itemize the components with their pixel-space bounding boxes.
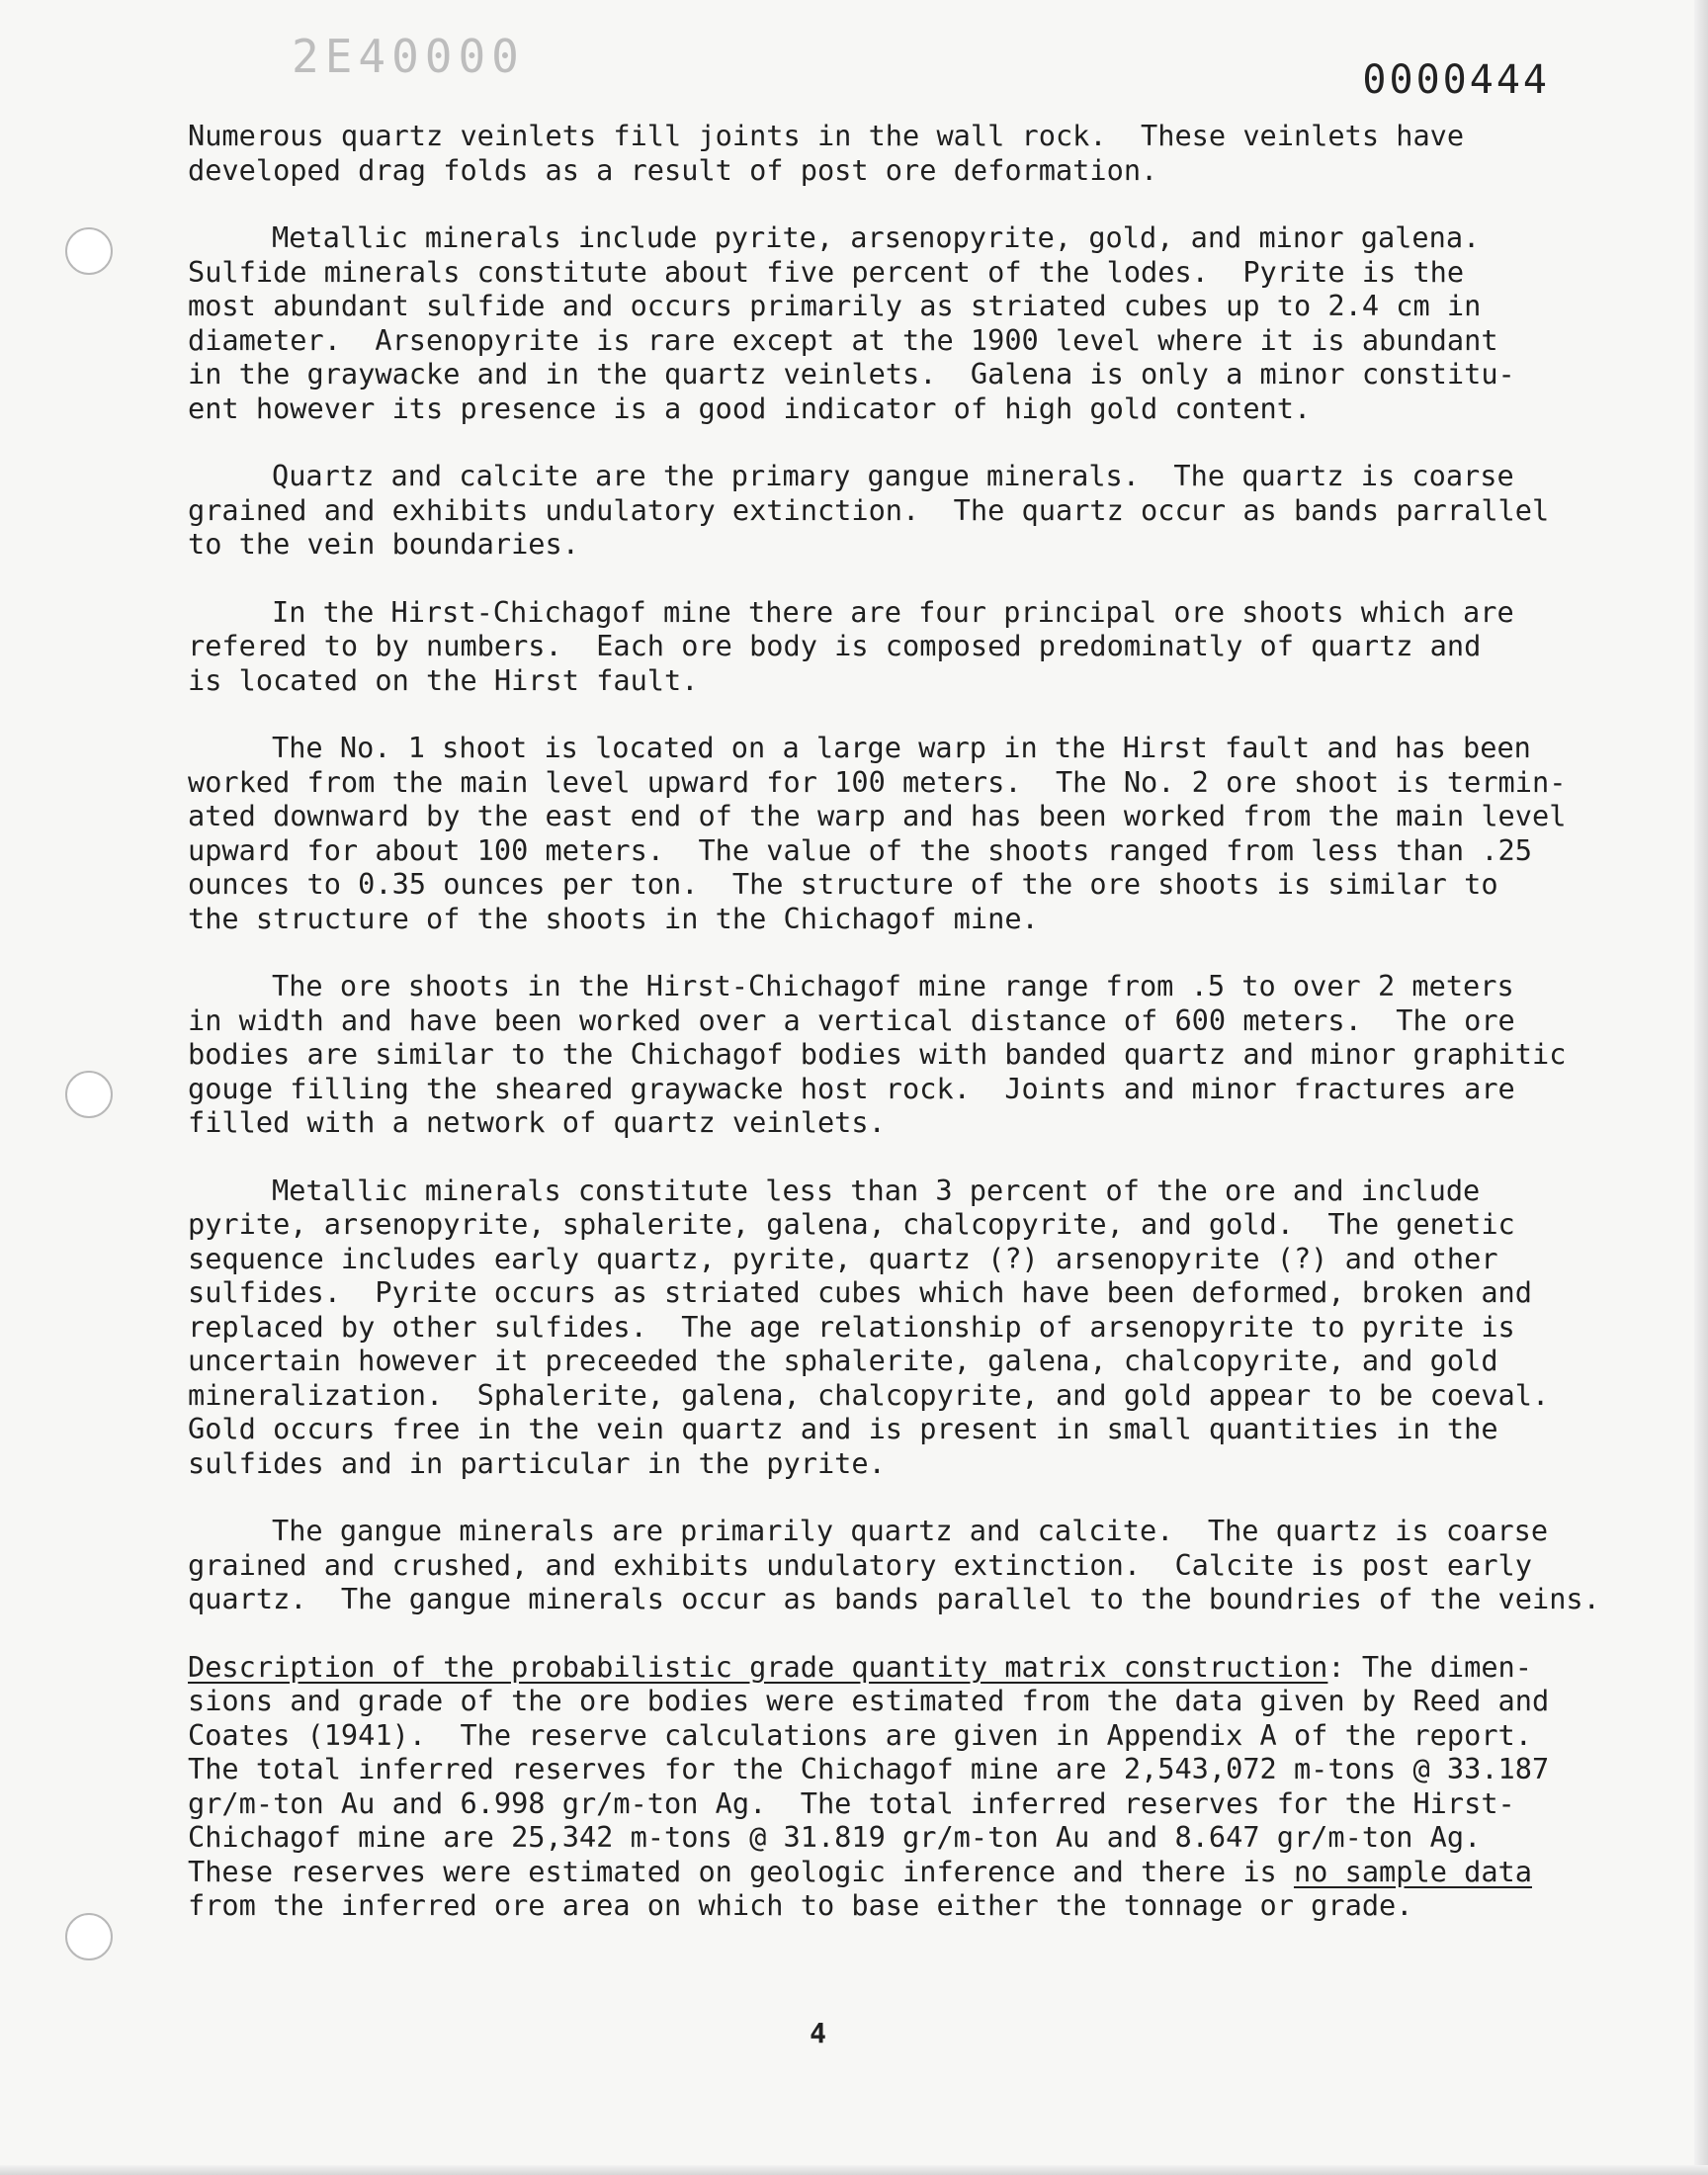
text-line: replaced by other sulfides. The age relationship of arsenopyrite to pyrite is xyxy=(188,1309,1515,1344)
text-line: The gangue minerals are primarily quartz and calcite. The quartz is coarse xyxy=(272,1514,1549,1547)
faint-stamp-number: 2E40000 xyxy=(292,30,525,83)
text-line: diameter. Arsenopyrite is rare except at the 1900 level where it is abundant xyxy=(188,322,1498,357)
text-line: in width and have been worked over a vertical distance of 600 meters. The ore xyxy=(188,1002,1515,1037)
page-bottom-shadow xyxy=(0,2165,1708,2175)
text-line: developed drag folds as a result of post ore deformation. xyxy=(188,152,1158,187)
text-line: most abundant sulfide and occurs primarily as striated cubes up to 2.4 cm in xyxy=(188,289,1482,322)
text-line: ounces to 0.35 ounces per ton. The structure of the ore shoots is similar to xyxy=(188,867,1498,901)
text-line: sulfides. Pyrite occurs as striated cubes which have been deformed, broken and xyxy=(188,1275,1532,1309)
text-line: from the inferred ore area on which to base either the tonnage or grade. xyxy=(188,1888,1413,1922)
text-line: grained and crushed, and exhibits undulatory extinction. Calcite is post early xyxy=(188,1547,1532,1582)
text-line: Sulfide minerals constitute about five percent of the lodes. Pyrite is the xyxy=(188,254,1465,289)
text-line: gr/m-ton Au and 6.998 gr/m-ton Ag. The total inferred reserves for the Hirst- xyxy=(188,1785,1515,1820)
text-line: filled with a network of quartz veinlets. xyxy=(188,1105,886,1139)
text-line: Gold occurs free in the vein quartz and is present in small quantities in the xyxy=(188,1412,1498,1445)
underlined-phrase: no sample data xyxy=(1293,1854,1532,1888)
text-line: is located on the Hirst fault. xyxy=(188,662,699,697)
text-line: The No. 1 shoot is located on a large warp in the Hirst fault and has been xyxy=(272,731,1531,764)
text-line: sequence includes early quartz, pyrite, quartz (?) arsenopyrite (?) and other xyxy=(188,1241,1498,1275)
text-line: ated downward by the east end of the warp and has been worked from the main level xyxy=(188,799,1567,832)
text-line: in the graywacke and in the quartz veinlets. Galena is only a minor constitu- xyxy=(188,357,1515,391)
text-line: the structure of the shoots in the Chichagof mine. xyxy=(188,901,1039,935)
stamped-page-number: 0000444 xyxy=(1362,57,1550,103)
text-line xyxy=(188,1855,1572,1889)
page-number: 4 xyxy=(810,2017,826,2049)
text-line: Coates (1941). The reserve calculations are given in Appendix A of the report. xyxy=(188,1717,1532,1752)
text-line: upward for about 100 meters. The value of the shoots ranged from less than .25 xyxy=(188,832,1532,867)
paragraph xyxy=(188,969,1572,1140)
text-line: refered to by numbers. Each ore body is composed predominatly of quartz and xyxy=(188,629,1482,662)
text-line xyxy=(188,1650,1572,1685)
punch-hole-bottom xyxy=(65,1913,113,1960)
text-line: pyrite, arsenopyrite, sphalerite, galena, chalcopyrite, and gold. The genetic xyxy=(188,1207,1515,1241)
paragraph xyxy=(188,1174,1572,1481)
text-line: uncertain however it preceeded the sphalerite, galena, chalcopyrite, and gold xyxy=(188,1344,1498,1377)
heading-continuation: : The dimen- xyxy=(1327,1649,1532,1684)
paragraph xyxy=(188,731,1572,935)
paragraph xyxy=(188,595,1572,698)
text-line: The total inferred reserves for the Chichagof mine are 2,543,072 m-tons @ 33.187 xyxy=(188,1752,1550,1785)
text-line: Quartz and calcite are the primary gangue minerals. The quartz is coarse xyxy=(272,459,1514,492)
text-line: In the Hirst-Chichagof mine there are four principal ore shoots which are xyxy=(272,594,1514,629)
text-line: grained and exhibits undulatory extinction. The quartz occur as bands parrallel xyxy=(188,492,1550,527)
punch-hole-top xyxy=(65,227,113,275)
text-line: Chichagof mine are 25,342 m-tons @ 31.819 gr/m-ton Au and 8.647 gr/m-ton Ag. xyxy=(188,1820,1482,1854)
paragraph xyxy=(188,220,1572,425)
text-segment: These reserves were estimated on geologic inference and there is xyxy=(188,1854,1294,1888)
paragraph xyxy=(188,1514,1600,1616)
text-line: Metallic minerals include pyrite, arsenopyrite, gold, and minor galena. xyxy=(272,220,1481,254)
text-line: quartz. The gangue minerals occur as bands parallel to the boundries of the veins. xyxy=(188,1582,1600,1615)
paragraph xyxy=(188,459,1572,562)
matrix-construction-paragraph xyxy=(188,1650,1572,1923)
body-text xyxy=(188,119,1600,1957)
text-line: Numerous quartz veinlets fill joints in the wall rock. These veinlets have xyxy=(188,119,1465,152)
text-line: sulfides and in particular in the pyrite. xyxy=(188,1445,886,1480)
text-line: to the vein boundaries. xyxy=(188,527,579,561)
text-line: worked from the main level upward for 100 meters. The No. 2 ore shoot is termin- xyxy=(188,764,1567,799)
text-line: bodies are similar to the Chichagof bodies with banded quartz and minor graphitic xyxy=(188,1037,1567,1071)
paragraph xyxy=(188,119,1572,187)
text-line: Metallic minerals constitute less than 3 percent of the ore and include xyxy=(272,1173,1481,1207)
text-line: sions and grade of the ore bodies were estimated from the data given by Reed and xyxy=(188,1684,1550,1717)
page-edge-shadow xyxy=(1694,0,1708,2175)
section-heading: Description of the probabilistic grade quantity matrix construction xyxy=(188,1649,1328,1684)
text-line: gouge filling the sheared graywacke host rock. Joints and minor fractures are xyxy=(188,1071,1515,1105)
text-line: mineralization. Sphalerite, galena, chalcopyrite, and gold appear to be coeval. xyxy=(188,1377,1550,1412)
text-line: The ore shoots in the Hirst-Chichagof mine range from .5 to over 2 meters xyxy=(272,969,1514,1002)
punch-hole-middle xyxy=(65,1071,113,1118)
text-line: ent however its presence is a good indicator of high gold content. xyxy=(188,391,1312,425)
